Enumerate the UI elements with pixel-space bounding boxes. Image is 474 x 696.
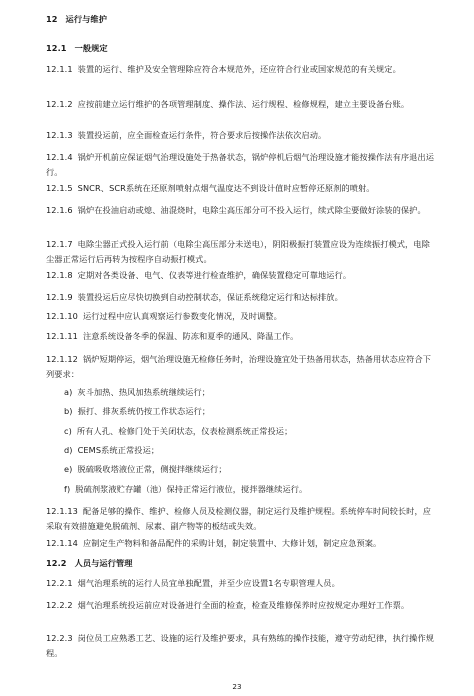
clause xyxy=(46,329,438,344)
clause xyxy=(46,598,438,613)
clause xyxy=(46,203,438,218)
clause-number: 12.1.1 xyxy=(46,64,73,74)
clause xyxy=(46,268,438,283)
list-item-text: CEMS系统正常投运； xyxy=(77,445,160,455)
chapter-number: 12 xyxy=(46,14,58,24)
clause xyxy=(46,181,438,196)
clause xyxy=(46,504,438,534)
chapter-heading xyxy=(46,12,438,27)
clause xyxy=(46,62,438,77)
clause-number: 12.2.1 xyxy=(46,578,73,588)
list-item-label: f) xyxy=(64,484,71,494)
section-heading xyxy=(46,556,438,571)
clause-text: 应制定生产物料和备品配件的采购计划，制定装置中、大修计划，制定应急预案。 xyxy=(82,538,382,548)
clause-number: 12.2.3 xyxy=(46,633,73,643)
clause-text: 锅炉开机前应保证烟气治理设施处于热备状态，锅炉停机后烟气治理设施才能按操作法有序退出运行。 xyxy=(46,152,435,177)
clause-text: 装置的运行、维护及安全管理除应符合本规范外，还应符合行业或国家规范的有关规定。 xyxy=(77,64,401,74)
clause-number: 12.1.3 xyxy=(46,130,73,140)
list-item-text: 振打、排灰系统仍按工作状态运行； xyxy=(77,406,211,416)
clause-number: 12.2.2 xyxy=(46,600,73,610)
list-item xyxy=(64,462,438,477)
clause-number: 12.1.5 xyxy=(46,183,73,193)
clause-text: SNCR、SCR系统在还原剂喷射点烟气温度达不到设计值时应暂停还原剂的喷射。 xyxy=(77,183,375,193)
clause xyxy=(46,309,438,324)
clause-number: 12.1.8 xyxy=(46,270,73,280)
clause-text: 电除尘器正式投入运行前（电除尘高压部分未送电），阴阳极振打装置应设为连续振打模式，电除尘器正常运行后再转为按程序自动振打模式。 xyxy=(46,239,430,264)
clause-text: 装置投运后应尽快切换到自动控制状态，保证系统稳定运行和达标排放。 xyxy=(77,292,343,302)
clause xyxy=(46,97,438,112)
clause-text: 运行过程中应认真观察运行参数变化情况，及时调整。 xyxy=(82,311,282,321)
clause-text: 烟气治理系统投运前应对设备进行全面的检查，检查及维修保养时应按规定办理好工作票。 xyxy=(77,600,410,610)
section-number: 12.2 xyxy=(46,558,67,568)
list-item-label: c) xyxy=(64,426,72,436)
list-item xyxy=(64,404,438,419)
clause xyxy=(46,128,438,143)
chapter-title: 运行与维护 xyxy=(65,14,107,24)
clause xyxy=(46,150,438,180)
clause xyxy=(46,631,438,661)
clause-text: 烟气治理系统的运行人员宜单独配置，并至少应设置1名专职管理人员。 xyxy=(77,578,340,588)
list-item-text: 脱硫剂浆液贮存罐（池）保持正常运行液位，搅拌器继续运行。 xyxy=(75,484,308,494)
list-item xyxy=(64,482,438,497)
clause-text: 定期对各类设备、电气、仪表等进行检查维护，确保装置稳定可靠地运行。 xyxy=(77,270,352,280)
clause-number: 12.1.7 xyxy=(46,239,73,249)
list-item-text: 脱硫吸收塔液位正常，侧搅拌继续运行； xyxy=(77,464,227,474)
page-number: 23 xyxy=(232,682,242,691)
clause-text: 岗位员工应熟悉工艺、设施的运行及维护要求，具有熟练的操作技能，遵守劳动纪律，执行操作规程。 xyxy=(46,633,435,658)
clause-text: 装置投运前，应全面检查运行条件，符合要求后按操作法依次启动。 xyxy=(77,130,327,140)
list-item-label: b) xyxy=(64,406,73,416)
list-item-label: d) xyxy=(64,445,73,455)
list-item xyxy=(64,385,438,400)
list-item-text: 灰斗加热、热风加热系统继续运行； xyxy=(77,387,211,397)
section-title: 人员与运行管理 xyxy=(74,558,133,568)
clause-text: 注意系统设备冬季的保温、防冻和夏季的通风、降温工作。 xyxy=(82,331,299,341)
clause xyxy=(46,290,438,305)
clause-text: 锅炉短期停运，烟气治理设施无检修任务时，治理设施宜处于热备用状态，热备用状态应符合下列要求： xyxy=(46,354,432,379)
clause-number: 12.1.12 xyxy=(46,354,78,364)
clause-number: 12.1.10 xyxy=(46,311,78,321)
clause-number: 12.1.14 xyxy=(46,538,78,548)
section-number: 12.1 xyxy=(46,43,67,53)
clause-text: 锅炉在投油启动或熄、油混烧时，电除尘高压部分可不投入运行，续式除尘要做好涂装的保护。 xyxy=(77,205,426,215)
clause xyxy=(46,352,438,382)
clause-number: 12.1.11 xyxy=(46,331,78,341)
clause xyxy=(46,576,438,591)
list-item xyxy=(64,424,438,439)
clause xyxy=(46,536,438,551)
list-item-text: 所有人孔、检修门处于关闭状态，仪表检测系统正常投运； xyxy=(76,426,293,436)
clause-number: 12.1.13 xyxy=(46,506,78,516)
list-item xyxy=(64,443,438,458)
clause-text: 应按前建立运行维护的各项管理制度、操作法、运行规程、检修规程，建立主要设备台账。 xyxy=(77,99,410,109)
clause-text: 配备足够的操作、维护、检修人员及检测仪器，制定运行及维护规程。系统停车时间较长时，应采取有效措施避免脱硫剂、尿素、副产物等的板结或失效。 xyxy=(46,506,432,531)
clause-number: 12.1.9 xyxy=(46,292,73,302)
clause-number: 12.1.4 xyxy=(46,152,73,162)
clause-number: 12.1.2 xyxy=(46,99,73,109)
list-item-label: a) xyxy=(64,387,73,397)
clause-number: 12.1.6 xyxy=(46,205,73,215)
section-heading xyxy=(46,41,438,56)
section-title: 一般规定 xyxy=(74,43,108,53)
list-item-label: e) xyxy=(64,464,73,474)
clause xyxy=(46,237,438,267)
